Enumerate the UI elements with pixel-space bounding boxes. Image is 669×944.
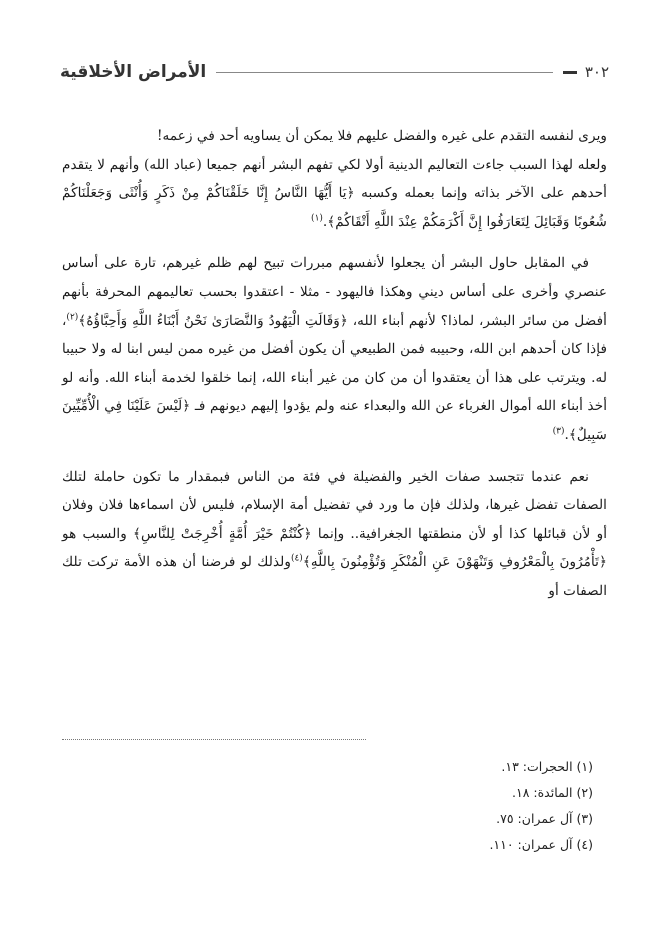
quran-verse: ﴿لَيْسَ عَلَيْنَا فِي الْأُمِّيِّينَ سَبِيلٌ﴾ xyxy=(62,398,607,443)
footnote-item: (٣) آل عمران: ٧٥. xyxy=(496,811,593,826)
header-dash xyxy=(563,71,577,74)
quran-verse: ﴿كُنْتُمْ خَيْرَ أُمَّةٍ أُخْرِجَتْ لِلنَّاسِ﴾ xyxy=(133,525,312,542)
footnote-ref: (٢) xyxy=(66,312,79,322)
chapter-title: الأمراض الأخلاقية xyxy=(60,62,207,82)
header-rule xyxy=(216,72,553,73)
paragraph-text: ويرى لنفسه التقدم على غيره والفضل عليهم فلا يمكن أن يساويه أحد في زعمه! xyxy=(157,128,607,144)
footnote-item: (٢) المائدة: ١٨. xyxy=(512,785,593,800)
paragraph-text: نعم عندما تتجسد صفات الخير والفضيلة في فئة من الناس فبمقدار ما تكون حاملة لتلك الصفات تفضل غيرها، ولذلك فإن ما ورد في تفضيل أمة الإسلام، فليس لأن اسماءها فلان وفلان أو لأن قبائلها كذا أو لأن منطقتها الجغرافية.. وإنما xyxy=(62,468,608,542)
paragraph-text: ، فإذا كان أحدهم ابن الله، وحبيبه فمن الطبيعي أن يكون أفضل من غيره ممن ليس ابنا له ولا حبيبا له. ويترتب على هذا أن يعتقدوا أن من كان من غير أبناء الله، إنما خلقوا لخدمة أبناء الله. وأنه لو أخذ أبناء الله أموال الغرباء عن الله والبعداء عنه ولم يؤدوا إليهم ديونهم فـ xyxy=(62,312,607,415)
footnote-item: (١) الحجرات: ١٣. xyxy=(501,759,593,774)
footnote-ref: (١) xyxy=(311,213,323,224)
paragraph-text: في المقابل حاول البشر أن يجعلوا لأنفسهم مبررات تبيح لهم ظلم غيرهم، تارة على أساس عنصري وأخرى على أساس ديني وهكذا فاليهود - مثلا - اعتقدوا بحسب تعاليمهم المحرفة بأنهم أفضل من سائر البشر، لماذا؟ لأنهم أبناء الله، xyxy=(62,255,607,329)
quran-verse: ﴿يَا أَيُّهَا النَّاسُ إِنَّا خَلَقْنَاكُمْ مِنْ ذَكَرٍ وَأُنْثَى وَجَعَلْنَاكُمْ شُعُوبًا وَقَبَائِلَ لِتَعَارَفُوا إِنَّ أَكْرَمَكُمْ عِنْدَ اللَّهِ أَتْقَاكُمْ﴾ xyxy=(62,185,607,230)
punctuation: . xyxy=(322,213,328,230)
paragraph-text: ولذلك لو فرضنا أن هذه الأمة تركت تلك الصفات أو xyxy=(62,554,607,599)
running-header xyxy=(60,58,609,86)
paragraph-2 xyxy=(62,151,607,237)
footnote-ref: (٤) xyxy=(290,553,303,564)
footnote-item: (٤) آل عمران: ١١٠. xyxy=(489,837,593,852)
paragraph-text: ولعله لهذا السبب جاءت التعاليم الدينية أولا لكي تفهم البشر أنهم جميعا (عباد الله) وأنهم لا يتقدم أحدهم على الآخر بذاته وإنما بعمله وكسبه xyxy=(62,156,607,202)
page-body xyxy=(62,122,607,606)
footnote-separator xyxy=(62,739,366,740)
quran-verse: ﴿وَقَالَتِ الْيَهُودُ وَالنَّصَارَىٰ نَحْنُ أَبْنَاءُ اللَّهِ وَأَحِبَّاؤُهُ﴾ xyxy=(78,312,348,329)
footnote-ref: (٣) xyxy=(552,426,565,437)
footnotes xyxy=(489,754,593,858)
quran-verse: ﴿تَأْمُرُونَ بِالْمَعْرُوفِ وَتَنْهَوْنَ عَنِ الْمُنْكَرِ وَتُؤْمِنُونَ بِاللَّهِ﴾ xyxy=(302,554,607,571)
paragraph-1 xyxy=(62,122,607,151)
page-number: ٣٠٢ xyxy=(584,63,609,81)
paragraph-text: والسبب هو xyxy=(62,525,134,542)
paragraph-3 xyxy=(62,249,607,449)
paragraph-4 xyxy=(62,463,607,606)
punctuation: . xyxy=(564,426,569,443)
